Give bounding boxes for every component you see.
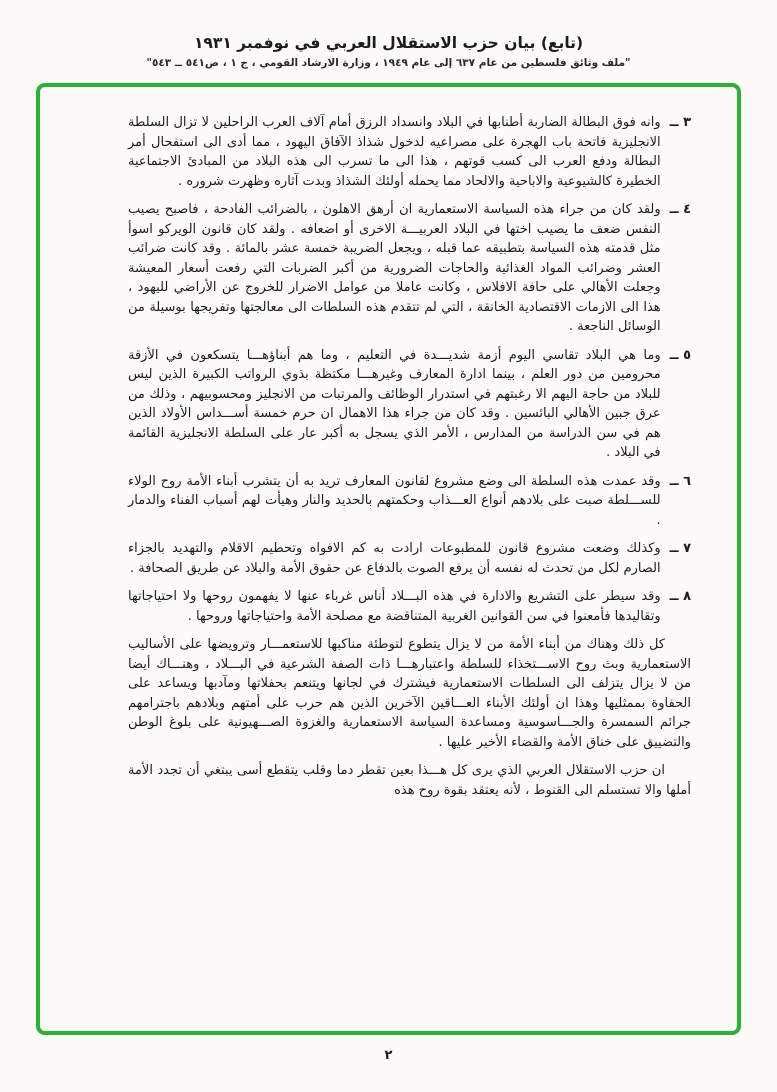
numbered-paragraph-4: [128, 200, 691, 337]
document-header: [0, 34, 777, 69]
closing-paragraph-1: كل ذلك وهناك من أبناء الأمة من لا يزال يتطوع لتوطئة مناكبها للاستعمـــار وترويضها على الأساليب الاستعمارية وبث روح الاســـتخذاء للسلطة واعتبارهـــا ذات الصفة الشرعية في البـــلاد ، وهنـــاك أيضا من لا يزال يتزلف الى السلطات الاستعمارية فيشترك في لجانها ويتنعم بحفلاتها ومآدبها ويساعد على الحفاوة بممثليها وهذا ان أولئك الأبناء العـــاقين الآخرين الذين هم حرب على أمتهم وبلادهم باجترامهم جرائم السمسرة والجـــاسوسية ومساعدة السياسة الاستعمارية والغزوة الصـــهيونية على بلوغ الوطن والتضييق على خناق الأمة والقضاء الأخير عليها .: [128, 637, 691, 750]
numbered-paragraph-5: [128, 346, 691, 463]
paragraph-number: ٥ ــ: [669, 347, 691, 363]
paragraph-number: ٦ ــ: [669, 473, 691, 489]
highlighted-text-box: [36, 83, 741, 1035]
document-source-citation: "ملف وثائق فلسطين من عام ٦٣٧ إلى عام ١٩٤٩ ، وزارة الارشاد القومي ، ج ١ ، ص٥٤١ ــ ٥٤٣": [146, 57, 631, 69]
paragraph-text: وقد عمدت هذه السلطة الى وضع مشروع لقانون المعارف تريد به أن يتشرب أبناء الأمة روح الولاء للســـلطة صبت على بلادهم أنواع العـــذاب وحكمتهم بالحديد والنار وهيأت لهم أسباب الفناء والدمار .: [128, 473, 661, 528]
paragraph-number: ٧ ــ: [669, 541, 691, 556]
paragraph-number: ٤ ــ: [669, 202, 691, 217]
paragraph-text: وقد سيطر على التشريع والادارة في هذه البـــلاد أناس غرباء عنها لا يفهمون روحها ولا احتياجاتها وتقاليدها فأمعنوا في سن القوانين الغربية المتناقضة مع مصلحة الأمة واحتياجاتها وروحها .: [128, 589, 661, 624]
numbered-paragraph-8: [128, 587, 691, 626]
numbered-paragraph-3: [128, 113, 691, 191]
paragraph-text: ولقد كان من جراء هذه السياسة الاستعمارية ان أرهق الاهلون ، بالضرائب الفادحة ، فاصبح يصيب النفس ضعف ما يصيب اختها في البلاد العربيـــة الاخرى أو اضعافه . ولقد كان قانون الويركو اسوأ مثل قدمته هذه السياسة بتطبيقه عما قبله ، ويجعل الضريبة خمسة عشر بالمائة . وقد كانت ضرائب العشر وضرائب المواد الغذائية والحاجات الضرورية من أكبر الضربات التي رفعت أسعار المعيشة وجعلت الأهالي على حافة الافلاس ، وكانت عاملا من عوامل الاضرار للخروج عن الأراضي لليهود ، هذا الى الازمات الاقتصادية الخانقة ، التي لم تتقدم هذه السلطات الى معالجتها وتفريجها بوسيلة من الوسائل الناجعة .: [128, 202, 661, 334]
paragraph-text: وانه فوق البطالة الضاربة أطنابها في البلاد وانسداد الرزق أمام آلاف العرب الراحلين لا تزال السلطة الانجليزية فاتحة باب الهجرة على مصراعيه لدخول شذاذ الآفاق اليهود ، مما أدى الى استفحال أمر البطالة ودفع العرب الى كسب قوتهم ، هذا الى ما تسرب الى هذه البلاد من المبادئ الاجتماعية الخطيرة كالشيوعية والاباحية والالحاد مما يحمله أولئك الشذاذ وبدت آثاره وظهرت شروره .: [128, 115, 661, 189]
paragraph-text: وما هي البلاد تقاسي اليوم أزمة شديـــدة في التعليم ، وما هم أبناؤهـــا يتسكعون في الأزقة محرومين من دور العلم ، بينما ادارة المعارف وغيرهـــا مكتظة بذوي الرواتب الكبيرة الذين ليس للبلاد من حاجة اليهم الا رغبتهم في استدرار الوظائف والمرتبات من الانجليز ومحسوبيهم ، وذلك من عرق جبين الأهالي البائسين . وقد كان من جراء هذا الاهمال ان حرم خمسة أســـداس الأولاد الذين هم في سن الدراسة من المدارس ، الأمر الذي يسجل به أكبر عار على السلطة الانجليزية القائمة في البلاد .: [128, 347, 661, 460]
numbered-paragraph-6: [128, 472, 691, 531]
paragraph-number: ٨ ــ: [669, 589, 691, 604]
numbered-paragraph-7: [128, 539, 691, 578]
document-title: (تابع) بيان حزب الاستقلال العربي في نوفمبر ١٩٣١: [193, 34, 584, 52]
paragraph-text: وكذلك وضعت مشروع قانون للمطبوعات ارادت به كم الافواه وتحطيم الاقلام والتهديد بالجزاء الصارم لكل من تحدث له نفسه أن يرفع الصوت بالدفاع عن حقوق الأمة والبلاد عن طريق الصحافة .: [128, 541, 661, 576]
closing-paragraph-2: ان حزب الاستقلال العربي الذي يرى كل هـــذا بعين تقطر دما وقلب يتقطع أسى يبتغي أن تجدد الأمة أملها والا تستسلم الى القنوط ، لأنه يعتقد بقوة روح هذه: [128, 763, 691, 798]
page-number: ٢: [384, 1048, 393, 1063]
page-footer: [0, 1044, 777, 1063]
paragraph-number: ٣ ــ: [669, 115, 691, 130]
